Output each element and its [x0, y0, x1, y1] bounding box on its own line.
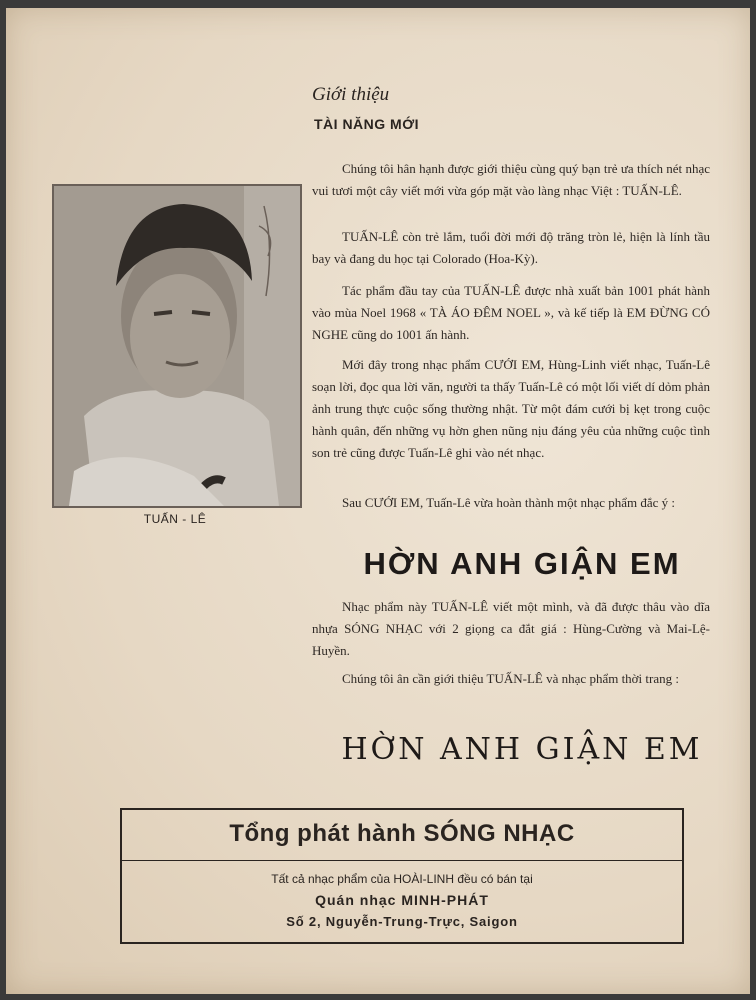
paragraph-6	[312, 596, 710, 662]
paragraph-text: TUẤN-LÊ còn trẻ lắm, tuổi đời mới độ trăng tròn lẻ, hiện là lính tầu bay và đang du học tại Colorado (Hoa-Kỳ).	[312, 229, 710, 266]
distributor-heading: Tổng phát hành SÓNG NHẠC	[229, 820, 575, 847]
paragraph-text: Chúng tôi ân cần giới thiệu TUẤN-LÊ và nhạc phẩm thời trang :	[342, 671, 679, 686]
intro-subheading: TÀI NĂNG MỚI	[314, 116, 420, 132]
song-title-secondary: HỜN ANH GIẬN EM	[341, 732, 703, 767]
document-page	[6, 8, 750, 994]
paragraph-text: Nhạc phẩm này TUẤN-LÊ viết một mình, và đã được thâu vào dĩa nhựa SÓNG NHẠC với 2 giọng ca đắt giá : Hùng-Cường và Mai-Lệ-Huyền.	[312, 599, 710, 658]
song-title-primary: HỜN ANH GIẬN EM	[363, 546, 681, 581]
photo-caption: TUẤN - LÊ	[143, 512, 207, 526]
distributor-note: Tất cả nhạc phẩm của HOÀI-LINH đều có bán tại	[271, 872, 533, 886]
paragraph-5	[312, 492, 710, 514]
paragraph-text: Chúng tôi hân hạnh được giới thiệu cùng quý bạn trẻ ưa thích nét nhạc vui tươi một cây viết mới vừa góp mặt vào làng nhạc Việt : TUẤN-LÊ.	[312, 161, 710, 198]
paragraph-1	[312, 158, 710, 202]
store-name: Quán nhạc MINH-PHÁT	[315, 892, 489, 908]
paragraph-7	[312, 668, 710, 690]
divider	[122, 860, 682, 861]
paragraph-text: Tác phẩm đầu tay của TUẤN-LÊ được nhà xuất bản 1001 phát hành vào mùa Noel 1968 « TÀ ÁO ĐÊM NOEL », và kế tiếp là EM ĐỪNG CÓ NGHE cũng do 1001 ấn hành.	[312, 283, 710, 342]
paragraph-4	[312, 354, 710, 464]
intro-heading: Giới thiệu	[312, 84, 390, 105]
portrait-photo	[52, 184, 302, 508]
paragraph-3	[312, 280, 710, 346]
paragraph-2	[312, 226, 710, 270]
store-address: Số 2, Nguyễn-Trung-Trực, Saigon	[286, 914, 518, 929]
paragraph-text: Mới đây trong nhạc phẩm CƯỚI EM, Hùng-Linh viết nhạc, Tuấn-Lê soạn lời, đọc qua lời văn, người ta thấy Tuấn-Lê có một lối viết dí dỏm phản ảnh trung thực cuộc sống thường nhật. Từ một đám cưới bị kẹt trong cuộc hành quân, đến những vụ hờn ghen nũng nịu đáng yêu của những cuộc tình son trẻ cũng được Tuấn-Lê ghi vào nét nhạc.	[312, 357, 710, 460]
distributor-box	[120, 808, 684, 944]
paragraph-text: Sau CƯỚI EM, Tuấn-Lê vừa hoàn thành một nhạc phẩm đắc ý :	[342, 495, 676, 510]
